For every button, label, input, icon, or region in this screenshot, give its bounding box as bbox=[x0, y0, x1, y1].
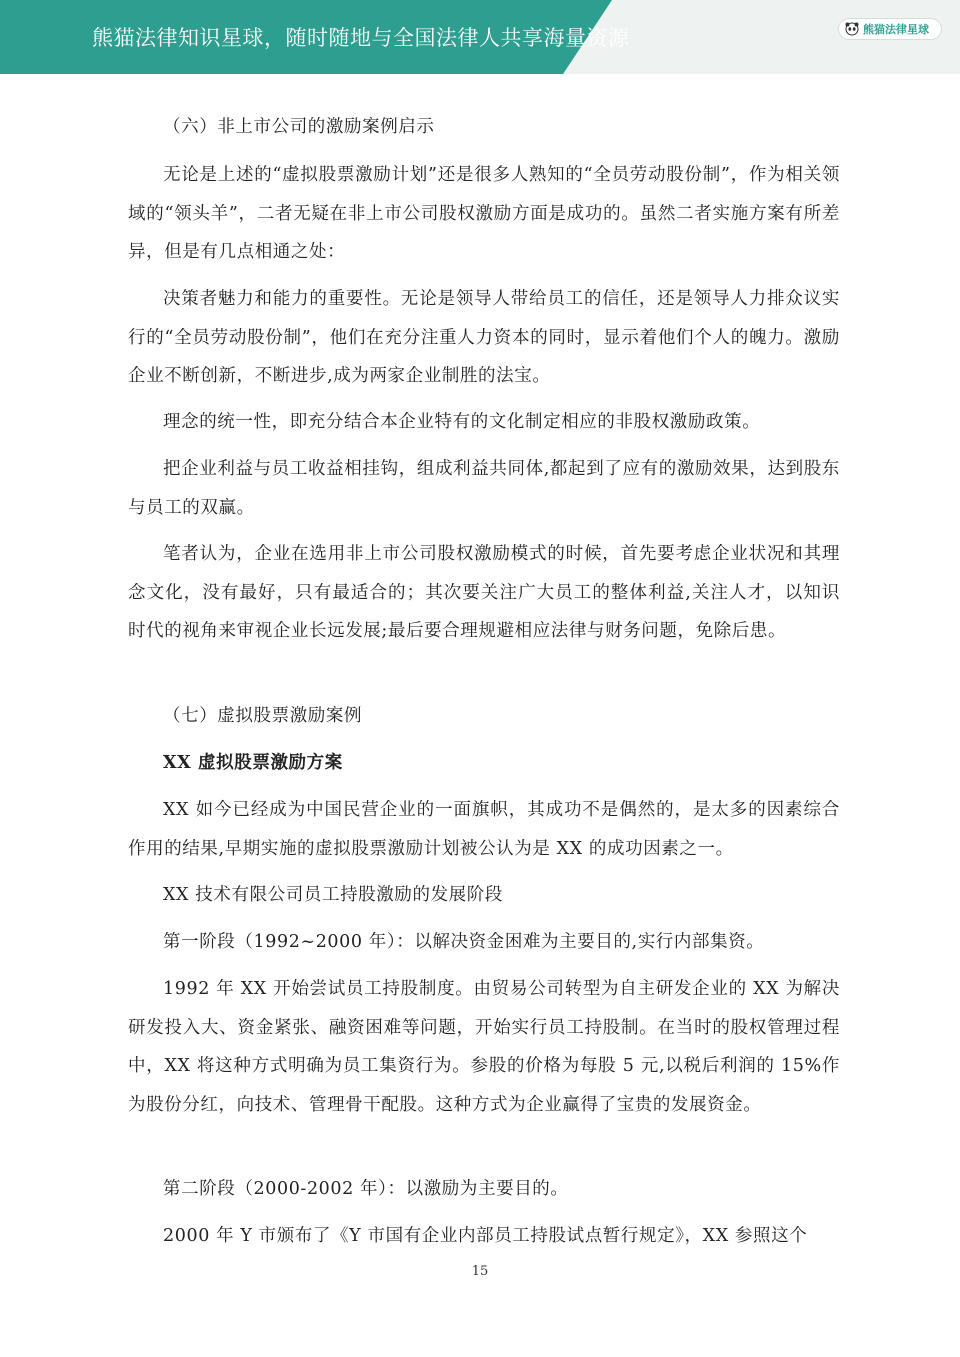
banner-title: 熊猫法律知识星球，随时随地与全国法律人共享海量资源 bbox=[92, 26, 630, 50]
brand-logo bbox=[838, 18, 942, 40]
panda-icon bbox=[845, 22, 859, 36]
section-heading-seven: （七）虚拟股票激励案例 bbox=[163, 706, 363, 726]
paragraph: XX 如今已经成为中国民营企业的一面旗帜，其成功不是偶然的，是太多的因素综合作用的结果,早期实施的虚拟股票激励计划被公认为是 XX 的成功因素之一。 bbox=[128, 800, 840, 859]
paragraph: 1992 年 XX 开始尝试员工持股制度。由贸易公司转型为自主研发企业的 XX 为解决研发投入大、资金紧张、融资困难等问题，开始实行员工持股制。在当时的股权管理过程中，XX 将这种方式明确为员工集资行为。参股的价格为每股 5 元,以税后利润的 15%作为股份分红，向技术、管理骨干配股。这种方式为企业赢得了宝贵的发展资金。 bbox=[128, 979, 840, 1115]
paragraph: XX 技术有限公司员工持股激励的发展阶段 bbox=[163, 885, 503, 905]
paragraph: 理念的统一性，即充分结合本企业特有的文化制定相应的非股权激励政策。 bbox=[163, 412, 761, 432]
paragraph: 把企业利益与员工收益相挂钩，组成利益共同体,都起到了应有的激励效果，达到股东与员工的双赢。 bbox=[128, 459, 840, 518]
header-banner bbox=[0, 0, 960, 74]
paragraph: 笔者认为，企业在选用非上市公司股权激励模式的时候，首先要考虑企业状况和其理念文化，没有最好，只有最适合的；其次要关注广大员工的整体利益,关注人才，以知识时代的视角来审视企业长远发展;最后要合理规避相应法律与财务问题，免除后患。 bbox=[128, 544, 840, 641]
section-heading-six: （六）非上市公司的激励案例启示 bbox=[163, 117, 435, 137]
plan-title: XX 虚拟股票激励方案 bbox=[163, 753, 343, 773]
paragraph: 第一阶段（1992~2000 年）：以解决资金困难为主要目的,实行内部集资。 bbox=[163, 932, 765, 952]
logo-text: 熊猫法律星球 bbox=[863, 23, 929, 36]
paragraph: 第二阶段（2000-2002 年）：以激励为主要目的。 bbox=[163, 1179, 569, 1199]
paragraph: 2000 年 Y 市颁布了《Y 市国有企业内部员工持股试点暂行规定》，XX 参照这个 bbox=[163, 1226, 808, 1246]
paragraph: 无论是上述的“虚拟股票激励计划”还是很多人熟知的“全员劳动股份制”，作为相关领域的“领头羊”，二者无疑在非上市公司股权激励方面是成功的。虽然二者实施方案有所差异，但是有几点相通之处： bbox=[128, 165, 840, 262]
page-number: 15 bbox=[471, 1264, 489, 1279]
paragraph: 决策者魅力和能力的重要性。无论是领导人带给员工的信任，还是领导人力排众议实行的“全员劳动股份制”，他们在充分注重人力资本的同时，显示着他们个人的魄力。激励企业不断创新，不断进步,成为两家企业制胜的法宝。 bbox=[128, 289, 840, 386]
